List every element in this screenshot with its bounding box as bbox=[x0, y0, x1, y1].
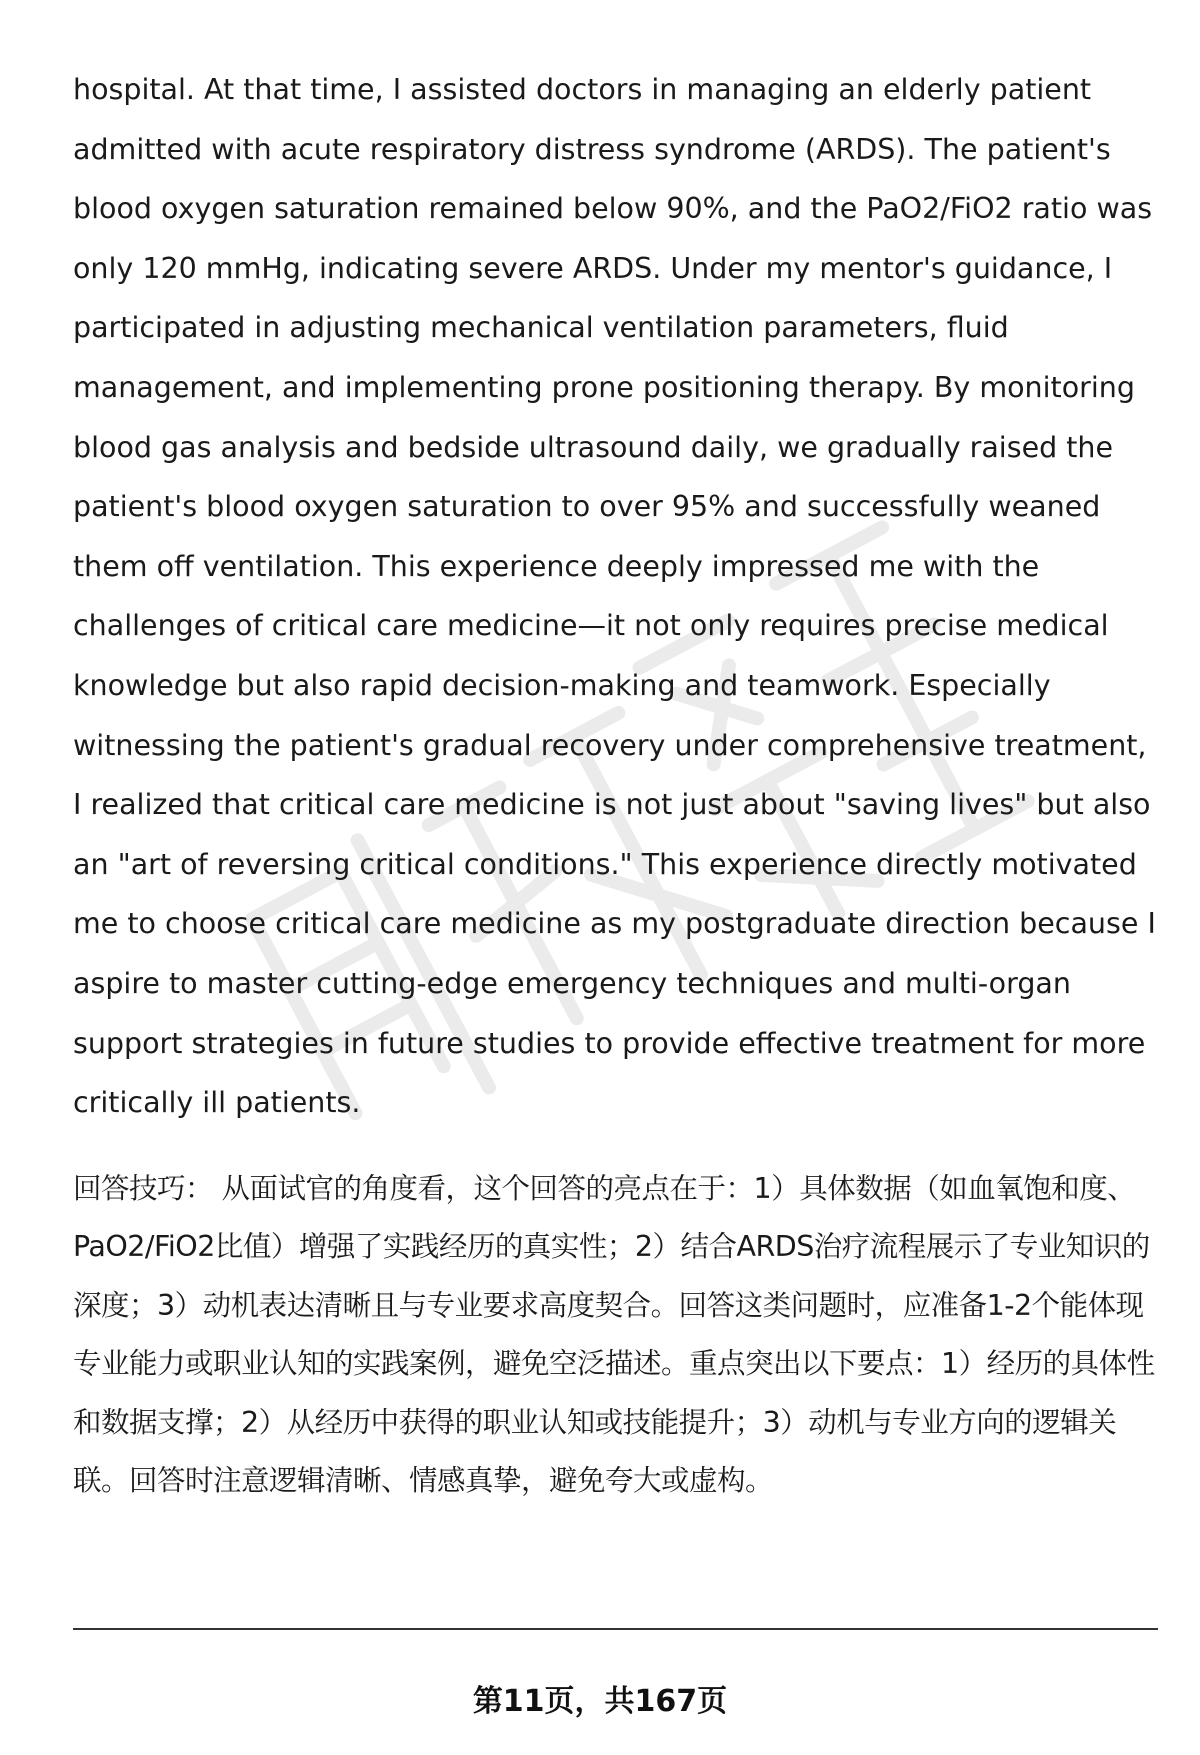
answer-tips-paragraph: 回答技巧： 从面试官的角度看，这个回答的亮点在于：1）具体数据（如血氧饱和度、PaO2/FiO2比值）增强了实践经历的真实性；2）结合ARDS治疗流程展示了专业知识的深度；3）动机表达清晰且与专业要求高度契合。回答这类问题时，应准备1-2个能体现专业能力或职业认知的实践案例，避免空泛描述。重点突出以下要点：1）经历的具体性和数据支撑；2）从经历中获得的职业认知或技能提升；3）动机与专业方向的逻辑关联。回答时注意逻辑清晰、情感真挚，避免夸大或虚构。 bbox=[73, 1171, 1155, 1498]
page-content bbox=[73, 60, 1158, 1511]
answer-paragraph: hospital. At that time, I assisted doctors in managing an elderly patient admitted with acute respiratory distress syndrome (ARDS). The patient's blood oxygen saturation remained below 90%, and the PaO2/FiO2 ratio was only 120 mmHg, indicating severe ARDS. Under my mentor's guidance, I participated in adjusting mechanical ventilation parameters, fluid management, and implementing prone positioning therapy. By monitoring blood gas analysis and bedside ultrasound daily, we gradually raised the patient's blood oxygen saturation to over 95% and successfully weaned them off ventilation. This experience deeply impressed me with the challenges of critical care medicine—it not only requires precise medical knowledge but also rapid decision-making and teamwork. Especially witnessing the patient's gradual recovery under comprehensive treatment, I realized that critical care medicine is not just about "saving lives" but also an "art of reversing critical conditions." This experience directly motivated me to choose critical care medicine as my postgraduate direction because I aspire to master cutting-edge emergency techniques and multi-organ support strategies in future studies to provide effective treatment for more critically ill patients. bbox=[73, 73, 1156, 1120]
footer-divider bbox=[73, 1628, 1158, 1630]
page-number: 第11页，共167页 bbox=[472, 1684, 728, 1719]
